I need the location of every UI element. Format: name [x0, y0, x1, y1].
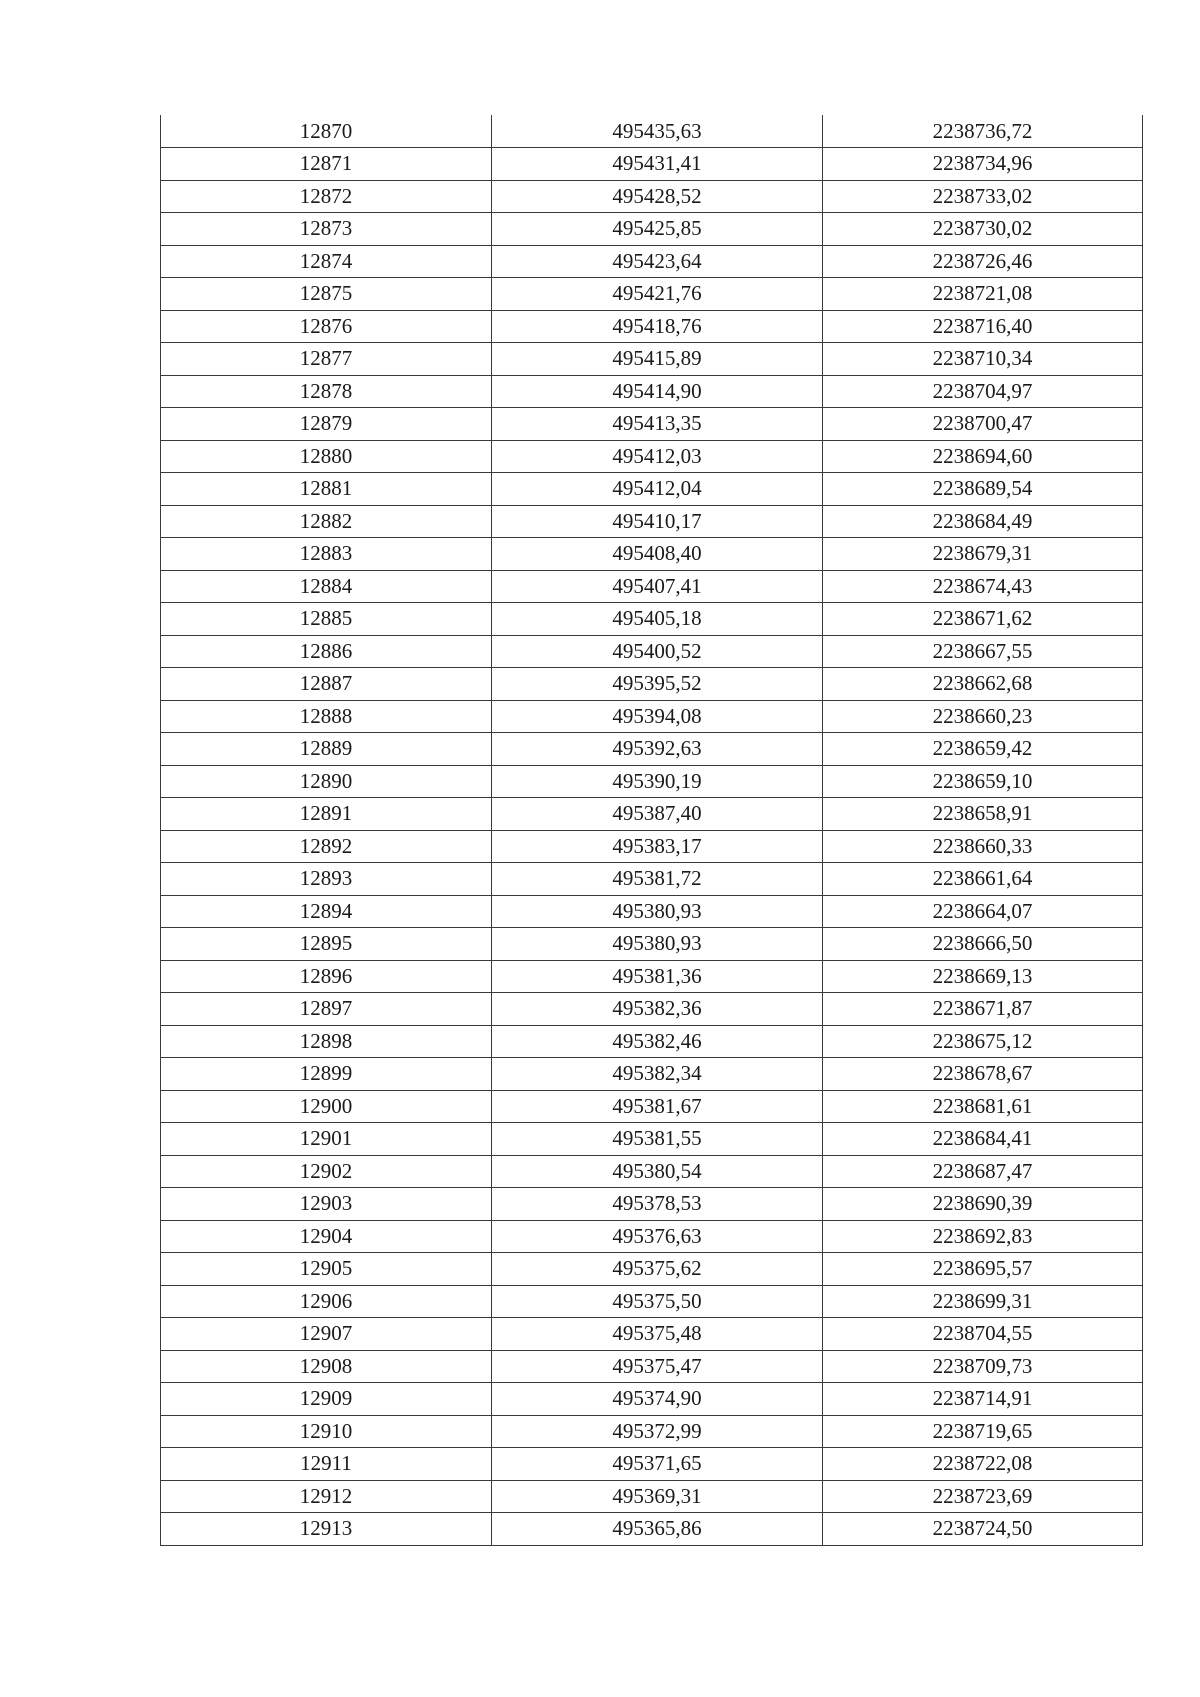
point-number-cell: 12900 [161, 1090, 492, 1123]
point-number-cell: 12896 [161, 960, 492, 993]
table-row [161, 733, 1143, 766]
point-number-cell: 12875 [161, 278, 492, 311]
point-number-cell: 12872 [161, 180, 492, 213]
y-coordinate-cell: 2238660,23 [823, 700, 1143, 733]
point-number-cell: 12881 [161, 473, 492, 506]
y-coordinate-cell: 2238692,83 [823, 1220, 1143, 1253]
point-number-cell: 12887 [161, 668, 492, 701]
x-coordinate-cell: 495407,41 [492, 570, 823, 603]
point-number-cell: 12893 [161, 863, 492, 896]
table-row [161, 473, 1143, 506]
point-number-cell: 12902 [161, 1155, 492, 1188]
table-row [161, 863, 1143, 896]
point-number-cell: 12874 [161, 245, 492, 278]
table-row [161, 603, 1143, 636]
point-number-cell: 12898 [161, 1025, 492, 1058]
table-row [161, 765, 1143, 798]
point-number-cell: 12877 [161, 343, 492, 376]
table-row [161, 440, 1143, 473]
table-row [161, 635, 1143, 668]
y-coordinate-cell: 2238667,55 [823, 635, 1143, 668]
y-coordinate-cell: 2238700,47 [823, 408, 1143, 441]
y-coordinate-cell: 2238723,69 [823, 1480, 1143, 1513]
table-row [161, 1318, 1143, 1351]
table-row [161, 960, 1143, 993]
x-coordinate-cell: 495380,54 [492, 1155, 823, 1188]
point-number-cell: 12885 [161, 603, 492, 636]
y-coordinate-cell: 2238664,07 [823, 895, 1143, 928]
table-body [161, 115, 1143, 1545]
y-coordinate-cell: 2238736,72 [823, 115, 1143, 148]
y-coordinate-cell: 2238724,50 [823, 1513, 1143, 1546]
table-row [161, 1058, 1143, 1091]
point-number-cell: 12905 [161, 1253, 492, 1286]
point-number-cell: 12901 [161, 1123, 492, 1156]
x-coordinate-cell: 495423,64 [492, 245, 823, 278]
y-coordinate-cell: 2238694,60 [823, 440, 1143, 473]
y-coordinate-cell: 2238690,39 [823, 1188, 1143, 1221]
y-coordinate-cell: 2238684,41 [823, 1123, 1143, 1156]
table-row [161, 115, 1143, 148]
x-coordinate-cell: 495390,19 [492, 765, 823, 798]
y-coordinate-cell: 2238684,49 [823, 505, 1143, 538]
y-coordinate-cell: 2238721,08 [823, 278, 1143, 311]
y-coordinate-cell: 2238660,33 [823, 830, 1143, 863]
y-coordinate-cell: 2238719,65 [823, 1415, 1143, 1448]
y-coordinate-cell: 2238666,50 [823, 928, 1143, 961]
table-row [161, 1155, 1143, 1188]
x-coordinate-cell: 495375,62 [492, 1253, 823, 1286]
table-row [161, 1188, 1143, 1221]
table-row [161, 1480, 1143, 1513]
point-number-cell: 12884 [161, 570, 492, 603]
point-number-cell: 12873 [161, 213, 492, 246]
table-row [161, 213, 1143, 246]
point-number-cell: 12890 [161, 765, 492, 798]
x-coordinate-cell: 495412,03 [492, 440, 823, 473]
y-coordinate-cell: 2238699,31 [823, 1285, 1143, 1318]
point-number-cell: 12888 [161, 700, 492, 733]
table-row [161, 310, 1143, 343]
point-number-cell: 12895 [161, 928, 492, 961]
x-coordinate-cell: 495425,85 [492, 213, 823, 246]
table-row [161, 148, 1143, 181]
point-number-cell: 12878 [161, 375, 492, 408]
x-coordinate-cell: 495372,99 [492, 1415, 823, 1448]
y-coordinate-cell: 2238714,91 [823, 1383, 1143, 1416]
x-coordinate-cell: 495412,04 [492, 473, 823, 506]
y-coordinate-cell: 2238730,02 [823, 213, 1143, 246]
table-row [161, 1220, 1143, 1253]
x-coordinate-cell: 495410,17 [492, 505, 823, 538]
table-row [161, 538, 1143, 571]
point-number-cell: 12879 [161, 408, 492, 441]
table-row [161, 1123, 1143, 1156]
point-number-cell: 12897 [161, 993, 492, 1026]
x-coordinate-cell: 495394,08 [492, 700, 823, 733]
x-coordinate-cell: 495413,35 [492, 408, 823, 441]
table-row [161, 1448, 1143, 1481]
point-number-cell: 12889 [161, 733, 492, 766]
point-number-cell: 12870 [161, 115, 492, 148]
y-coordinate-cell: 2238681,61 [823, 1090, 1143, 1123]
y-coordinate-cell: 2238679,31 [823, 538, 1143, 571]
point-number-cell: 12904 [161, 1220, 492, 1253]
y-coordinate-cell: 2238661,64 [823, 863, 1143, 896]
table-row [161, 798, 1143, 831]
x-coordinate-cell: 495415,89 [492, 343, 823, 376]
x-coordinate-cell: 495381,36 [492, 960, 823, 993]
x-coordinate-cell: 495382,46 [492, 1025, 823, 1058]
y-coordinate-cell: 2238689,54 [823, 473, 1143, 506]
x-coordinate-cell: 495376,63 [492, 1220, 823, 1253]
x-coordinate-cell: 495365,86 [492, 1513, 823, 1546]
point-number-cell: 12912 [161, 1480, 492, 1513]
table-row [161, 1025, 1143, 1058]
x-coordinate-cell: 495400,52 [492, 635, 823, 668]
y-coordinate-cell: 2238658,91 [823, 798, 1143, 831]
x-coordinate-cell: 495369,31 [492, 1480, 823, 1513]
y-coordinate-cell: 2238704,97 [823, 375, 1143, 408]
x-coordinate-cell: 495405,18 [492, 603, 823, 636]
x-coordinate-cell: 495387,40 [492, 798, 823, 831]
point-number-cell: 12906 [161, 1285, 492, 1318]
y-coordinate-cell: 2238659,10 [823, 765, 1143, 798]
x-coordinate-cell: 495382,34 [492, 1058, 823, 1091]
x-coordinate-cell: 495435,63 [492, 115, 823, 148]
y-coordinate-cell: 2238733,02 [823, 180, 1143, 213]
x-coordinate-cell: 495381,55 [492, 1123, 823, 1156]
y-coordinate-cell: 2238704,55 [823, 1318, 1143, 1351]
point-number-cell: 12908 [161, 1350, 492, 1383]
point-number-cell: 12871 [161, 148, 492, 181]
y-coordinate-cell: 2238716,40 [823, 310, 1143, 343]
point-number-cell: 12910 [161, 1415, 492, 1448]
y-coordinate-cell: 2238678,67 [823, 1058, 1143, 1091]
y-coordinate-cell: 2238674,43 [823, 570, 1143, 603]
point-number-cell: 12892 [161, 830, 492, 863]
y-coordinate-cell: 2238669,13 [823, 960, 1143, 993]
x-coordinate-cell: 495421,76 [492, 278, 823, 311]
x-coordinate-cell: 495378,53 [492, 1188, 823, 1221]
point-number-cell: 12913 [161, 1513, 492, 1546]
y-coordinate-cell: 2238710,34 [823, 343, 1143, 376]
y-coordinate-cell: 2238722,08 [823, 1448, 1143, 1481]
point-number-cell: 12894 [161, 895, 492, 928]
point-number-cell: 12882 [161, 505, 492, 538]
table-row [161, 668, 1143, 701]
table-row [161, 1285, 1143, 1318]
table-row [161, 993, 1143, 1026]
table-row [161, 1253, 1143, 1286]
y-coordinate-cell: 2238662,68 [823, 668, 1143, 701]
x-coordinate-cell: 495418,76 [492, 310, 823, 343]
table-row [161, 1090, 1143, 1123]
x-coordinate-cell: 495380,93 [492, 928, 823, 961]
point-number-cell: 12899 [161, 1058, 492, 1091]
x-coordinate-cell: 495371,65 [492, 1448, 823, 1481]
x-coordinate-cell: 495395,52 [492, 668, 823, 701]
point-number-cell: 12907 [161, 1318, 492, 1351]
table-row [161, 505, 1143, 538]
table-row [161, 245, 1143, 278]
coordinates-table [160, 115, 1143, 1546]
x-coordinate-cell: 495381,72 [492, 863, 823, 896]
table-row [161, 408, 1143, 441]
y-coordinate-cell: 2238726,46 [823, 245, 1143, 278]
x-coordinate-cell: 495408,40 [492, 538, 823, 571]
point-number-cell: 12911 [161, 1448, 492, 1481]
table-row [161, 1383, 1143, 1416]
x-coordinate-cell: 495380,93 [492, 895, 823, 928]
x-coordinate-cell: 495374,90 [492, 1383, 823, 1416]
table-row [161, 1350, 1143, 1383]
table-row [161, 180, 1143, 213]
table-row [161, 700, 1143, 733]
x-coordinate-cell: 495382,36 [492, 993, 823, 1026]
y-coordinate-cell: 2238675,12 [823, 1025, 1143, 1058]
table-row [161, 1513, 1143, 1546]
table-row [161, 278, 1143, 311]
x-coordinate-cell: 495375,47 [492, 1350, 823, 1383]
y-coordinate-cell: 2238671,62 [823, 603, 1143, 636]
x-coordinate-cell: 495392,63 [492, 733, 823, 766]
point-number-cell: 12909 [161, 1383, 492, 1416]
x-coordinate-cell: 495381,67 [492, 1090, 823, 1123]
point-number-cell: 12903 [161, 1188, 492, 1221]
x-coordinate-cell: 495414,90 [492, 375, 823, 408]
point-number-cell: 12886 [161, 635, 492, 668]
point-number-cell: 12880 [161, 440, 492, 473]
table-row [161, 570, 1143, 603]
point-number-cell: 12891 [161, 798, 492, 831]
point-number-cell: 12883 [161, 538, 492, 571]
x-coordinate-cell: 495383,17 [492, 830, 823, 863]
y-coordinate-cell: 2238709,73 [823, 1350, 1143, 1383]
y-coordinate-cell: 2238695,57 [823, 1253, 1143, 1286]
table-row [161, 1415, 1143, 1448]
x-coordinate-cell: 495375,48 [492, 1318, 823, 1351]
x-coordinate-cell: 495375,50 [492, 1285, 823, 1318]
table-row [161, 343, 1143, 376]
x-coordinate-cell: 495428,52 [492, 180, 823, 213]
x-coordinate-cell: 495431,41 [492, 148, 823, 181]
table-row [161, 928, 1143, 961]
y-coordinate-cell: 2238659,42 [823, 733, 1143, 766]
point-number-cell: 12876 [161, 310, 492, 343]
y-coordinate-cell: 2238687,47 [823, 1155, 1143, 1188]
y-coordinate-cell: 2238734,96 [823, 148, 1143, 181]
table-row [161, 830, 1143, 863]
y-coordinate-cell: 2238671,87 [823, 993, 1143, 1026]
table-row [161, 375, 1143, 408]
table-row [161, 895, 1143, 928]
